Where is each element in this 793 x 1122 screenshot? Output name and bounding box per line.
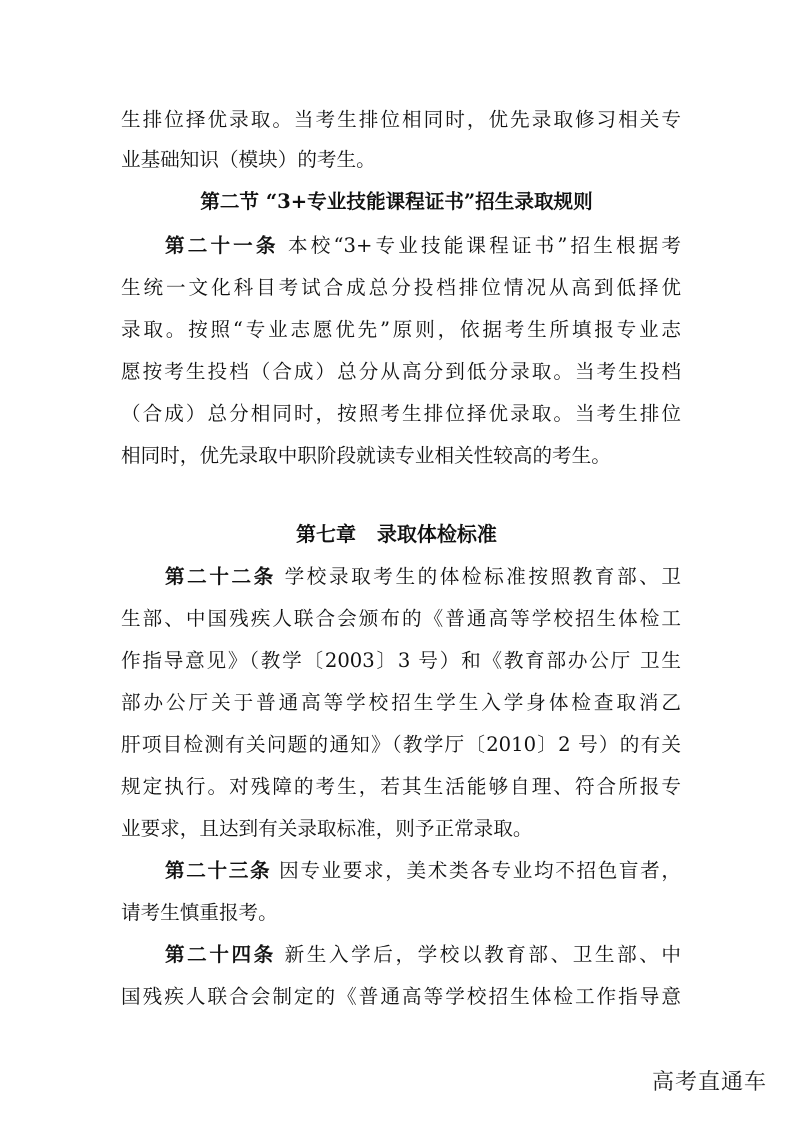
paragraph-line: 国残疾人联合会制定的《普通高等学校招生体检工作指导意 [121,985,681,1008]
article-text: 新生入学后，学校以教育部、卫生部、中 [275,943,682,966]
article-text: 本校“3+专业技能课程证书”招生根据考 [278,234,682,257]
watermark-text: 高考直通车 [651,1070,767,1095]
paragraph-line: 业基础知识（模块）的考生。 [121,148,376,171]
paragraph-line: 肝项目检测有关问题的通知》（教学厅〔2010〕2 号）的有关 [121,733,681,756]
article-label: 第二十四条 [165,943,276,966]
paragraph-line: （合成）总分相同时，按照考生排位择优录取。当考生排位 [121,402,681,425]
article-first-line [165,226,681,266]
article-label: 第二十二条 [165,565,276,588]
paragraph-line: 部办公厅关于普通高等学校招生学生入学身体检查取消乙 [121,691,681,714]
article-text: 因专业要求，美术类各专业均不招色盲者， [271,859,681,882]
paragraph-line: 愿按考生投档（合成）总分从高分到低分录取。当考生投档 [121,360,681,383]
article-first-line [165,851,681,891]
chapter-heading: 第七章 录取体检标准 [296,522,497,546]
article-first-line [165,935,681,975]
paragraph-line: 业要求，且达到有关录取标准，则予正常录取。 [121,817,533,840]
paragraph-line: 作指导意见》（教学〔2003〕3 号）和《教育部办公厅 卫生 [121,649,681,672]
article-first-line [165,557,681,597]
article-label: 第二十三条 [165,859,272,882]
paragraph-line: 生部、中国残疾人联合会颁布的《普通高等学校招生体检工 [121,607,681,630]
paragraph-line: 相同时，优先录取中职阶段就读专业相关性较高的考生。 [121,444,611,467]
article-text: 学校录取考生的体检标准按照教育部、卫 [275,565,682,588]
paragraph-line: 规定执行。对残障的考生，若其生活能够自理、符合所报专 [121,775,681,798]
paragraph-line: 生统一文化科目考试合成总分投档排位情况从高到低择优 [121,276,681,299]
section-heading: 第二节 “3+专业技能课程证书”招生录取规则 [200,190,593,213]
paragraph-line: 生排位择优录取。当考生排位相同时，优先录取修习相关专 [121,108,681,131]
paragraph-line: 录取。按照“专业志愿优先”原则，依据考生所填报专业志 [121,318,681,341]
paragraph-line: 请考生慎重报考。 [121,901,278,924]
article-label: 第二十一条 [165,234,279,257]
